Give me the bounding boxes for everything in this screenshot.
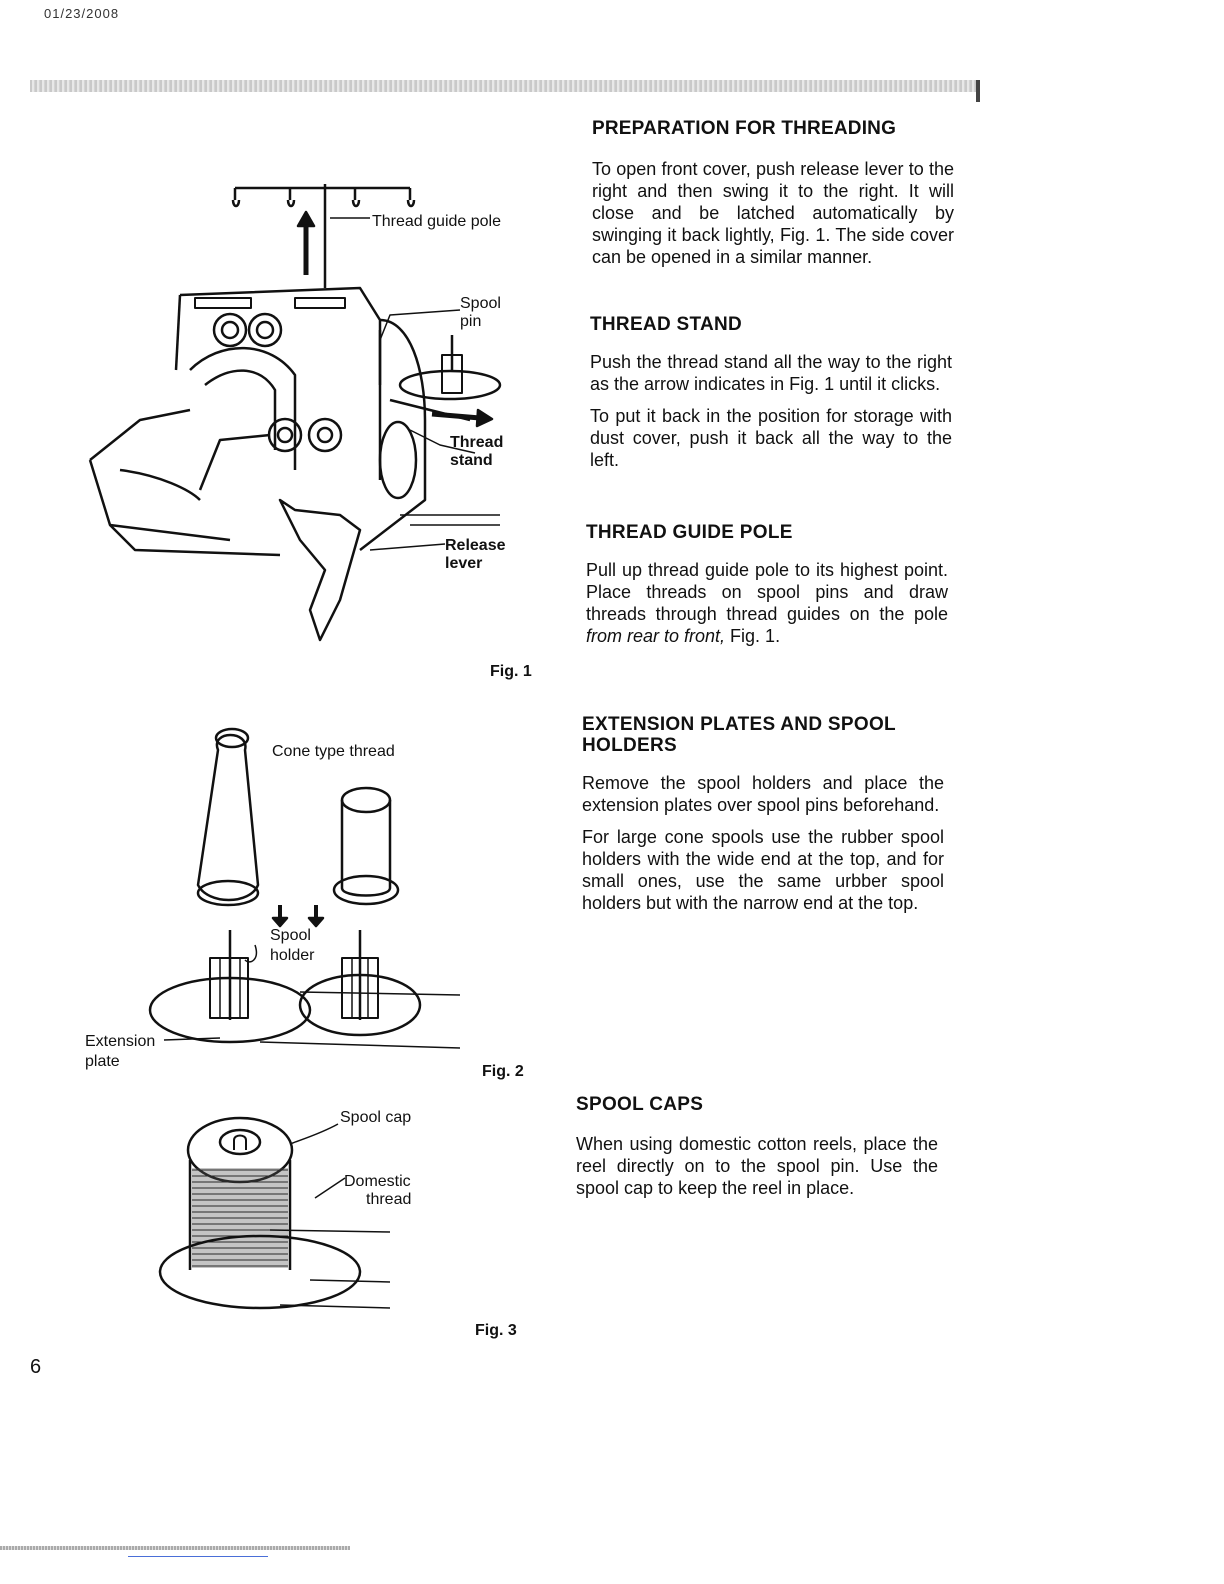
label-spool-holder-2: holder — [270, 947, 315, 964]
label-domestic-thread-1: Domestic — [344, 1173, 411, 1190]
text-thread-stand-1: Push the thread stand all the way to the right as the arrow indicates in Fig. 1 until it clicks. — [590, 352, 952, 394]
text-spool-caps: When using domestic cotton reels, place the reel directly on to the spool pin. Use the spool cap to keep the reel in place. — [576, 1134, 938, 1198]
bottom-link-underline — [128, 1556, 268, 1557]
section-extension-plates — [582, 714, 944, 914]
text-thread-guide-pole: Pull up thread guide pole to its highest point. Place threads on spool pins and draw threads through thread guides on the pole from rear to front, Fig. 1. — [586, 560, 948, 646]
fig2-caption: Fig. 2 — [482, 1063, 524, 1080]
label-thread-guide-pole: Thread guide pole — [372, 213, 501, 230]
label-spool-pin-2: pin — [460, 313, 482, 330]
label-domestic-thread-2: thread — [366, 1191, 412, 1208]
section-spool-caps — [576, 1094, 938, 1199]
label-spool-holder-1: Spool — [270, 927, 311, 944]
section-preparation — [592, 118, 954, 268]
fig1-caption: Fig. 1 — [490, 663, 532, 680]
label-thread-stand-2: stand — [450, 452, 493, 469]
heading-thread-stand: THREAD STAND — [590, 314, 743, 335]
figure-2-cone-thread-spool-holder — [80, 720, 480, 1080]
figure-3-spool-cap — [150, 1100, 440, 1320]
top-rule — [30, 80, 978, 92]
heading-spool-caps: SPOOL CAPS — [576, 1094, 704, 1115]
bottom-rule — [0, 1546, 350, 1550]
heading-preparation: PREPARATION FOR THREADING — [592, 118, 897, 139]
fig3-caption: Fig. 3 — [475, 1322, 517, 1339]
label-thread-stand-1: Thread — [450, 434, 504, 451]
heading-extension-plates: EXTENSION PLATES AND SPOOL HOLDERS — [582, 714, 896, 756]
text-extension-plates-1: Remove the spool holders and place the extension plates over spool pins beforehand. — [582, 773, 944, 815]
section-thread-stand — [590, 314, 952, 471]
heading-thread-guide-pole: THREAD GUIDE POLE — [586, 522, 793, 543]
section-thread-guide-pole — [586, 522, 948, 647]
text-extension-plates-2: For large cone spools use the rubber spool holders with the wide end at the top, and for small ones, use the same urbber spool holders but with the narrow end at the top. — [582, 827, 944, 913]
label-release-lever-1: Release — [445, 537, 506, 554]
label-extension-plate-1: Extension — [85, 1033, 156, 1050]
label-spool-pin-1: Spool — [460, 295, 501, 312]
label-cone-type-thread: Cone type thread — [272, 743, 395, 760]
page-number: 6 — [30, 1356, 42, 1378]
label-release-lever-2: lever — [445, 555, 483, 572]
label-extension-plate-2: plate — [85, 1053, 120, 1070]
label-spool-cap: Spool cap — [340, 1109, 412, 1126]
text-preparation: To open front cover, push release lever to the right and then swing it to the right. It will close and be latched automatically by swinging it back lightly, Fig. 1. The side cover can be opened in a similar manner. — [592, 159, 954, 267]
text-thread-stand-2: To put it back in the position for storage with dust cover, push it back all the way to the left. — [590, 406, 952, 470]
figure-1-overlock-machine — [80, 170, 530, 670]
date-stamp: 01/23/2008 — [44, 6, 120, 21]
